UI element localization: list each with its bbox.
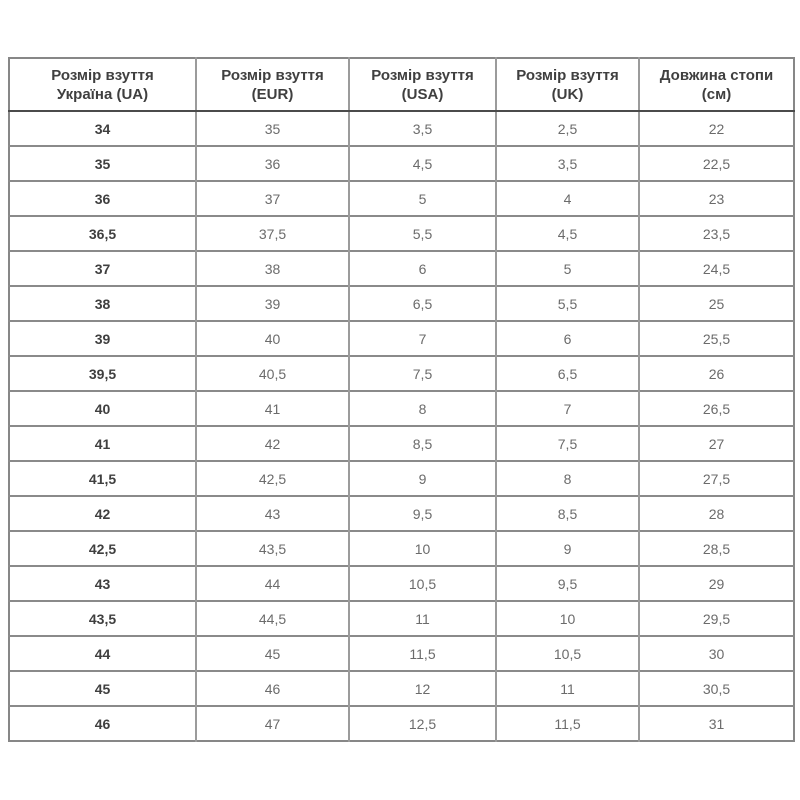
cell-usa: 8 (349, 391, 496, 426)
cell-ua: 35 (9, 146, 196, 181)
header-usa-line1: Розмір взуття (371, 66, 474, 84)
cell-usa: 7 (349, 321, 496, 356)
cell-cm: 22,5 (639, 146, 794, 181)
cell-uk: 8 (496, 461, 639, 496)
cell-uk: 2,5 (496, 111, 639, 146)
table-row (9, 496, 794, 531)
cell-ua: 34 (94, 120, 111, 137)
table-row (9, 636, 794, 671)
header-cm-line2: (см) (701, 85, 732, 103)
cell-eur: 35 (196, 111, 349, 146)
table-row (9, 531, 794, 566)
table-row (9, 251, 794, 286)
cell-uk: 10 (496, 601, 639, 636)
cell-cm: 28,5 (639, 531, 794, 566)
cell-uk: 6,5 (496, 356, 639, 391)
header-cm (639, 58, 794, 111)
header-usa (349, 58, 496, 111)
cell-ua: 44 (9, 636, 196, 671)
table-row (9, 601, 794, 636)
cell-eur: 44,5 (196, 601, 349, 636)
cell-cm: 26,5 (639, 391, 794, 426)
cell-eur: 37 (196, 181, 349, 216)
cell-ua: 46 (9, 706, 196, 741)
cell-cm: 28 (639, 496, 794, 531)
header-uk (496, 58, 639, 111)
cell-eur: 40,5 (196, 356, 349, 391)
cell-cm: 27,5 (639, 461, 794, 496)
cell-cm: 30 (639, 636, 794, 671)
cell-ua: 37 (9, 251, 196, 286)
table-row (9, 286, 794, 321)
cell-uk: 9,5 (496, 566, 639, 601)
cell-usa: 11,5 (349, 636, 496, 671)
table-row (9, 181, 794, 216)
table-row (9, 426, 794, 461)
cell-eur: 37,5 (196, 216, 349, 251)
header-cm-line1: Довжина стопи (659, 66, 774, 84)
cell-uk: 10,5 (496, 636, 639, 671)
cell-eur: 42 (196, 426, 349, 461)
cell-uk: 9 (496, 531, 639, 566)
cell-eur: 47 (196, 706, 349, 741)
header-uk-line1: Розмір взуття (516, 66, 619, 84)
cell-usa: 4,5 (349, 146, 496, 181)
cell-uk: 11 (496, 671, 639, 706)
header-ua (9, 58, 196, 111)
cell-cm: 24,5 (639, 251, 794, 286)
cell-cm: 26 (639, 356, 794, 391)
cell-eur: 40 (196, 321, 349, 356)
cell-ua: 43 (9, 566, 196, 601)
cell-usa: 9 (349, 461, 496, 496)
cell-ua: 41 (9, 426, 196, 461)
table-row (9, 391, 794, 426)
header-ua-line1: Розмір взуття (51, 66, 154, 84)
cell-ua: 36 (9, 181, 196, 216)
table-row (9, 461, 794, 496)
cell-usa: 5 (349, 181, 496, 216)
shoe-size-table (8, 57, 795, 742)
cell-usa: 6 (349, 251, 496, 286)
cell-ua: 39 (9, 321, 196, 356)
cell-eur: 41 (196, 391, 349, 426)
cell-uk: 5,5 (496, 286, 639, 321)
cell-ua: 41,5 (9, 461, 196, 496)
cell-uk: 7 (496, 391, 639, 426)
cell-eur: 46 (196, 671, 349, 706)
cell-eur: 36 (196, 146, 349, 181)
cell-cm: 31 (639, 706, 794, 741)
cell-cm: 29,5 (639, 601, 794, 636)
cell-usa: 9,5 (349, 496, 496, 531)
cell-eur: 42,5 (196, 461, 349, 496)
cell-uk: 6 (496, 321, 639, 356)
cell-usa: 8,5 (349, 426, 496, 461)
cell-cm: 23 (639, 181, 794, 216)
table-body (9, 111, 794, 741)
cell-usa: 12,5 (349, 706, 496, 741)
cell-usa: 6,5 (349, 286, 496, 321)
cell-ua: 42,5 (9, 531, 196, 566)
header-usa-line2: (USA) (401, 85, 444, 103)
cell-uk: 4,5 (496, 216, 639, 251)
cell-ua: 42 (9, 496, 196, 531)
cell-ua: 39,5 (9, 356, 196, 391)
cell-cm: 27 (639, 426, 794, 461)
cell-usa: 10,5 (349, 566, 496, 601)
cell-cm: 25 (639, 286, 794, 321)
cell-usa: 7,5 (349, 356, 496, 391)
cell-eur: 43,5 (196, 531, 349, 566)
cell-uk: 7,5 (496, 426, 639, 461)
table-row (9, 356, 794, 391)
table-row (9, 321, 794, 356)
cell-usa: 12 (349, 671, 496, 706)
table-row (9, 146, 794, 181)
cell-uk: 4 (496, 181, 639, 216)
table-row (9, 671, 794, 706)
cell-ua: 36,5 (9, 216, 196, 251)
header-row (9, 58, 794, 111)
cell-cm: 22 (639, 111, 794, 146)
cell-uk: 5 (496, 251, 639, 286)
cell-uk: 11,5 (496, 706, 639, 741)
cell-eur: 43 (196, 496, 349, 531)
header-eur (196, 58, 349, 111)
cell-uk: 8,5 (496, 496, 639, 531)
cell-cm: 30,5 (639, 671, 794, 706)
table-row (9, 111, 794, 146)
table-row (9, 216, 794, 251)
header-eur-line1: Розмір взуття (221, 66, 324, 84)
header-uk-line2: (UK) (551, 85, 584, 103)
cell-ua: 40 (9, 391, 196, 426)
cell-ua: 38 (9, 286, 196, 321)
cell-eur: 44 (196, 566, 349, 601)
table-row (9, 566, 794, 601)
cell-eur: 38 (196, 251, 349, 286)
cell-ua: 45 (9, 671, 196, 706)
cell-usa: 10 (349, 531, 496, 566)
cell-usa: 3,5 (349, 111, 496, 146)
cell-usa: 11 (349, 601, 496, 636)
cell-cm: 23,5 (639, 216, 794, 251)
cell-eur: 39 (196, 286, 349, 321)
header-eur-line2: (EUR) (251, 85, 294, 103)
header-ua-line2: Україна (UA) (56, 85, 149, 103)
table-row (9, 706, 794, 741)
cell-cm: 25,5 (639, 321, 794, 356)
cell-ua: 43,5 (9, 601, 196, 636)
cell-uk: 3,5 (496, 146, 639, 181)
cell-usa: 5,5 (349, 216, 496, 251)
cell-cm: 29 (639, 566, 794, 601)
cell-eur: 45 (196, 636, 349, 671)
